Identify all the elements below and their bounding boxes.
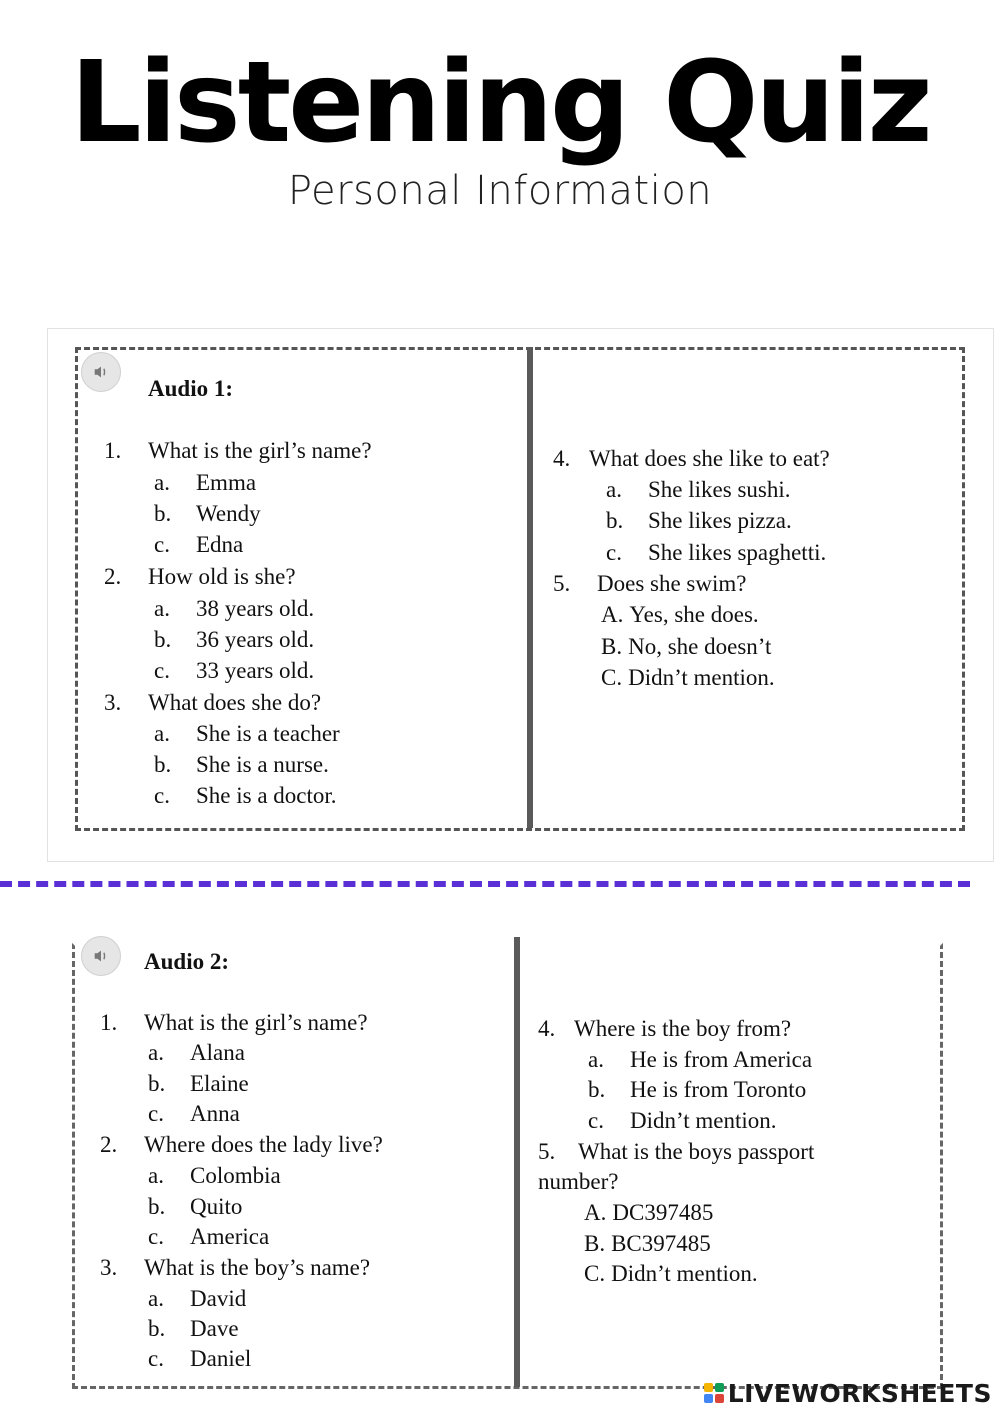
question-2: 2. How old is she? — [104, 564, 296, 589]
answer-option[interactable]: b. 36 years old. — [154, 627, 315, 652]
audio2-column-divider — [514, 937, 520, 1387]
page-title: Listening Quiz — [70, 38, 930, 168]
audio1-label: Audio 1: — [148, 376, 233, 401]
answer-option[interactable]: C. Didn’t mention. — [584, 1261, 758, 1286]
answer-option[interactable]: c. 33 years old. — [154, 658, 315, 683]
answer-option[interactable]: b. She likes pizza. — [606, 508, 792, 533]
answer-option[interactable]: c. Anna — [148, 1101, 240, 1126]
answer-option[interactable]: a. Colombia — [148, 1163, 281, 1188]
speaker-icon — [92, 363, 110, 381]
answer-option[interactable]: C. Didn’t mention. — [601, 665, 775, 690]
answer-option[interactable]: B. No, she doesn’t — [601, 634, 772, 659]
answer-option[interactable]: c. Edna — [154, 532, 244, 557]
question-5: 5. Does she swim? — [553, 571, 747, 596]
question-1: 1. What is the girl’s name? — [100, 1010, 368, 1035]
question-3: 3. What does she do? — [104, 690, 322, 715]
answer-option[interactable]: b. Dave — [148, 1316, 239, 1341]
answer-option[interactable]: a. David — [148, 1286, 247, 1311]
answer-option[interactable]: a. She likes sushi. — [606, 477, 791, 502]
answer-option[interactable]: c. Daniel — [148, 1346, 252, 1371]
question-4: 4. Where is the boy from? — [538, 1016, 792, 1041]
audio2-label: Audio 2: — [144, 949, 229, 974]
answer-option[interactable]: b. He is from Toronto — [588, 1077, 807, 1102]
page-subtitle: Personal Information — [287, 168, 713, 214]
answer-option[interactable]: a. She is a teacher — [154, 721, 340, 746]
question-2: 2. Where does the lady live? — [100, 1132, 383, 1157]
question-4: 4. What does she like to eat? — [553, 446, 830, 471]
section-separator — [0, 881, 970, 887]
question-1: 1. What is the girl’s name? — [104, 438, 372, 463]
answer-option[interactable]: B. BC397485 — [584, 1231, 711, 1256]
question-5-continuation: number? — [538, 1169, 619, 1194]
answer-option[interactable]: b. Wendy — [154, 501, 261, 526]
answer-option[interactable]: c. Didn’t mention. — [588, 1108, 777, 1133]
answer-option[interactable]: A. Yes, she does. — [601, 602, 759, 627]
liveworksheets-logo — [704, 1376, 992, 1410]
audio1-play-button[interactable] — [81, 352, 121, 392]
audio1-column-divider — [527, 347, 533, 828]
logo-mark-icon — [704, 1383, 724, 1403]
speaker-icon — [92, 947, 110, 965]
answer-option[interactable]: b. Quito — [148, 1194, 243, 1219]
answer-option[interactable]: b. She is a nurse. — [154, 752, 329, 777]
brand-name: LIVEWORKSHEETS — [727, 1378, 992, 1408]
answer-option[interactable]: c. America — [148, 1224, 270, 1249]
answer-option[interactable]: c. She likes spaghetti. — [606, 540, 827, 565]
answer-option[interactable]: a. Alana — [148, 1040, 245, 1065]
question-5: 5. What is the boys passport — [538, 1139, 815, 1164]
answer-option[interactable]: a. 38 years old. — [154, 596, 315, 621]
answer-option[interactable]: a. Emma — [154, 470, 257, 495]
audio2-play-button[interactable] — [81, 936, 121, 976]
answer-option[interactable]: A. DC397485 — [584, 1200, 714, 1225]
answer-option[interactable]: c. She is a doctor. — [154, 783, 337, 808]
answer-option[interactable]: a. He is from America — [588, 1047, 813, 1072]
answer-option[interactable]: b. Elaine — [148, 1071, 249, 1096]
question-3: 3. What is the boy’s name? — [100, 1255, 371, 1280]
